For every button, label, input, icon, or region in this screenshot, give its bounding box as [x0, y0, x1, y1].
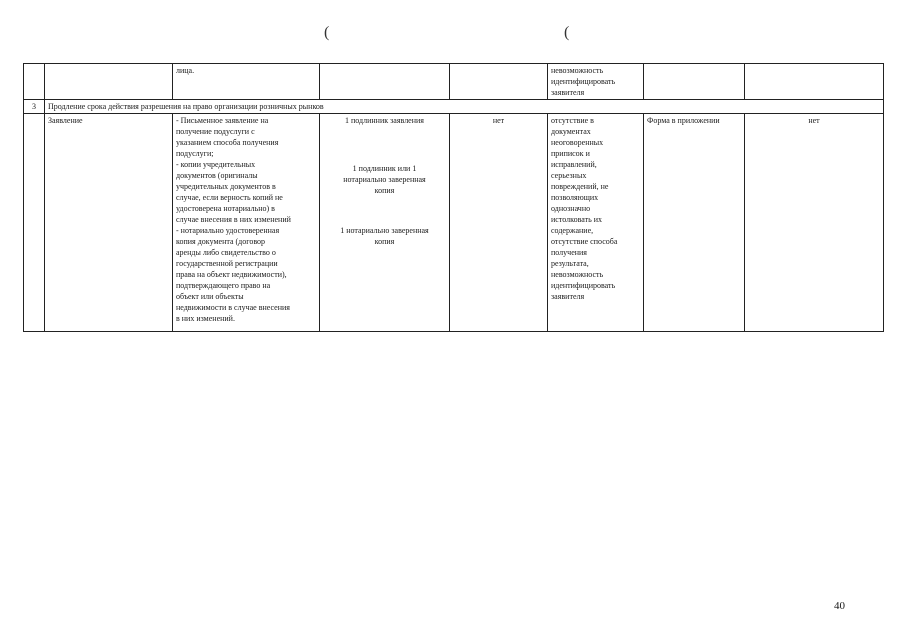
cell-col5: нет	[450, 114, 548, 332]
section-title: Продление срока действия разрешения на право организации розничных рынков	[45, 100, 884, 114]
table-row-previous	[24, 64, 884, 100]
header-mark-right: (	[564, 24, 570, 41]
cell-doc-name: Заявление	[45, 114, 173, 332]
copies-item-2: 1 подлинник или 1 нотариально заверенная копия	[343, 164, 426, 195]
cell-form: Форма в приложении	[644, 114, 745, 332]
cell-documents: - Письменное заявление на получение подуслуги с указанием способа получения подуслуги; - копии учредительных документов (оригиналы учредительных документов в случае, если верность копий не удостоверена нотариально) в случае внесения в них изменений - нотариально удостоверенная копия документа (договор аренды либо свидетельство о государственной регистрации права на объект недвижимости), подтверждающего право на объект или объекты недвижимости в случае внесения в них изменений.	[173, 114, 320, 332]
cell-num	[24, 64, 45, 100]
cell-documents: лица.	[173, 64, 320, 100]
cell-copies	[320, 64, 450, 100]
cell-col9: нет	[745, 114, 884, 332]
copies-item-1: 1 подлинник заявления	[345, 116, 424, 125]
cell-col5	[450, 64, 548, 100]
header-mark-left: (	[324, 24, 330, 41]
cell-col9	[745, 64, 884, 100]
cell-requirements: невозможность идентифицировать заявителя	[548, 64, 644, 100]
cell-copies	[320, 114, 450, 332]
cell-doc-name	[45, 64, 173, 100]
cell-num	[24, 114, 45, 332]
document-table	[23, 63, 884, 332]
section-number: 3	[24, 100, 45, 114]
table-row-section	[24, 100, 884, 114]
table-row	[24, 114, 884, 332]
copies-item-3: 1 нотариально заверенная копия	[340, 226, 429, 246]
page-number: 40	[834, 600, 845, 612]
cell-requirements: отсутствие в документах неоговоренных приписок и исправлений, серьезных повреждений, не позволяющих однозначно истолковать их содержание, отсутствие способа получения результата, невозможность идентифицировать заявителя	[548, 114, 644, 332]
cell-form	[644, 64, 745, 100]
